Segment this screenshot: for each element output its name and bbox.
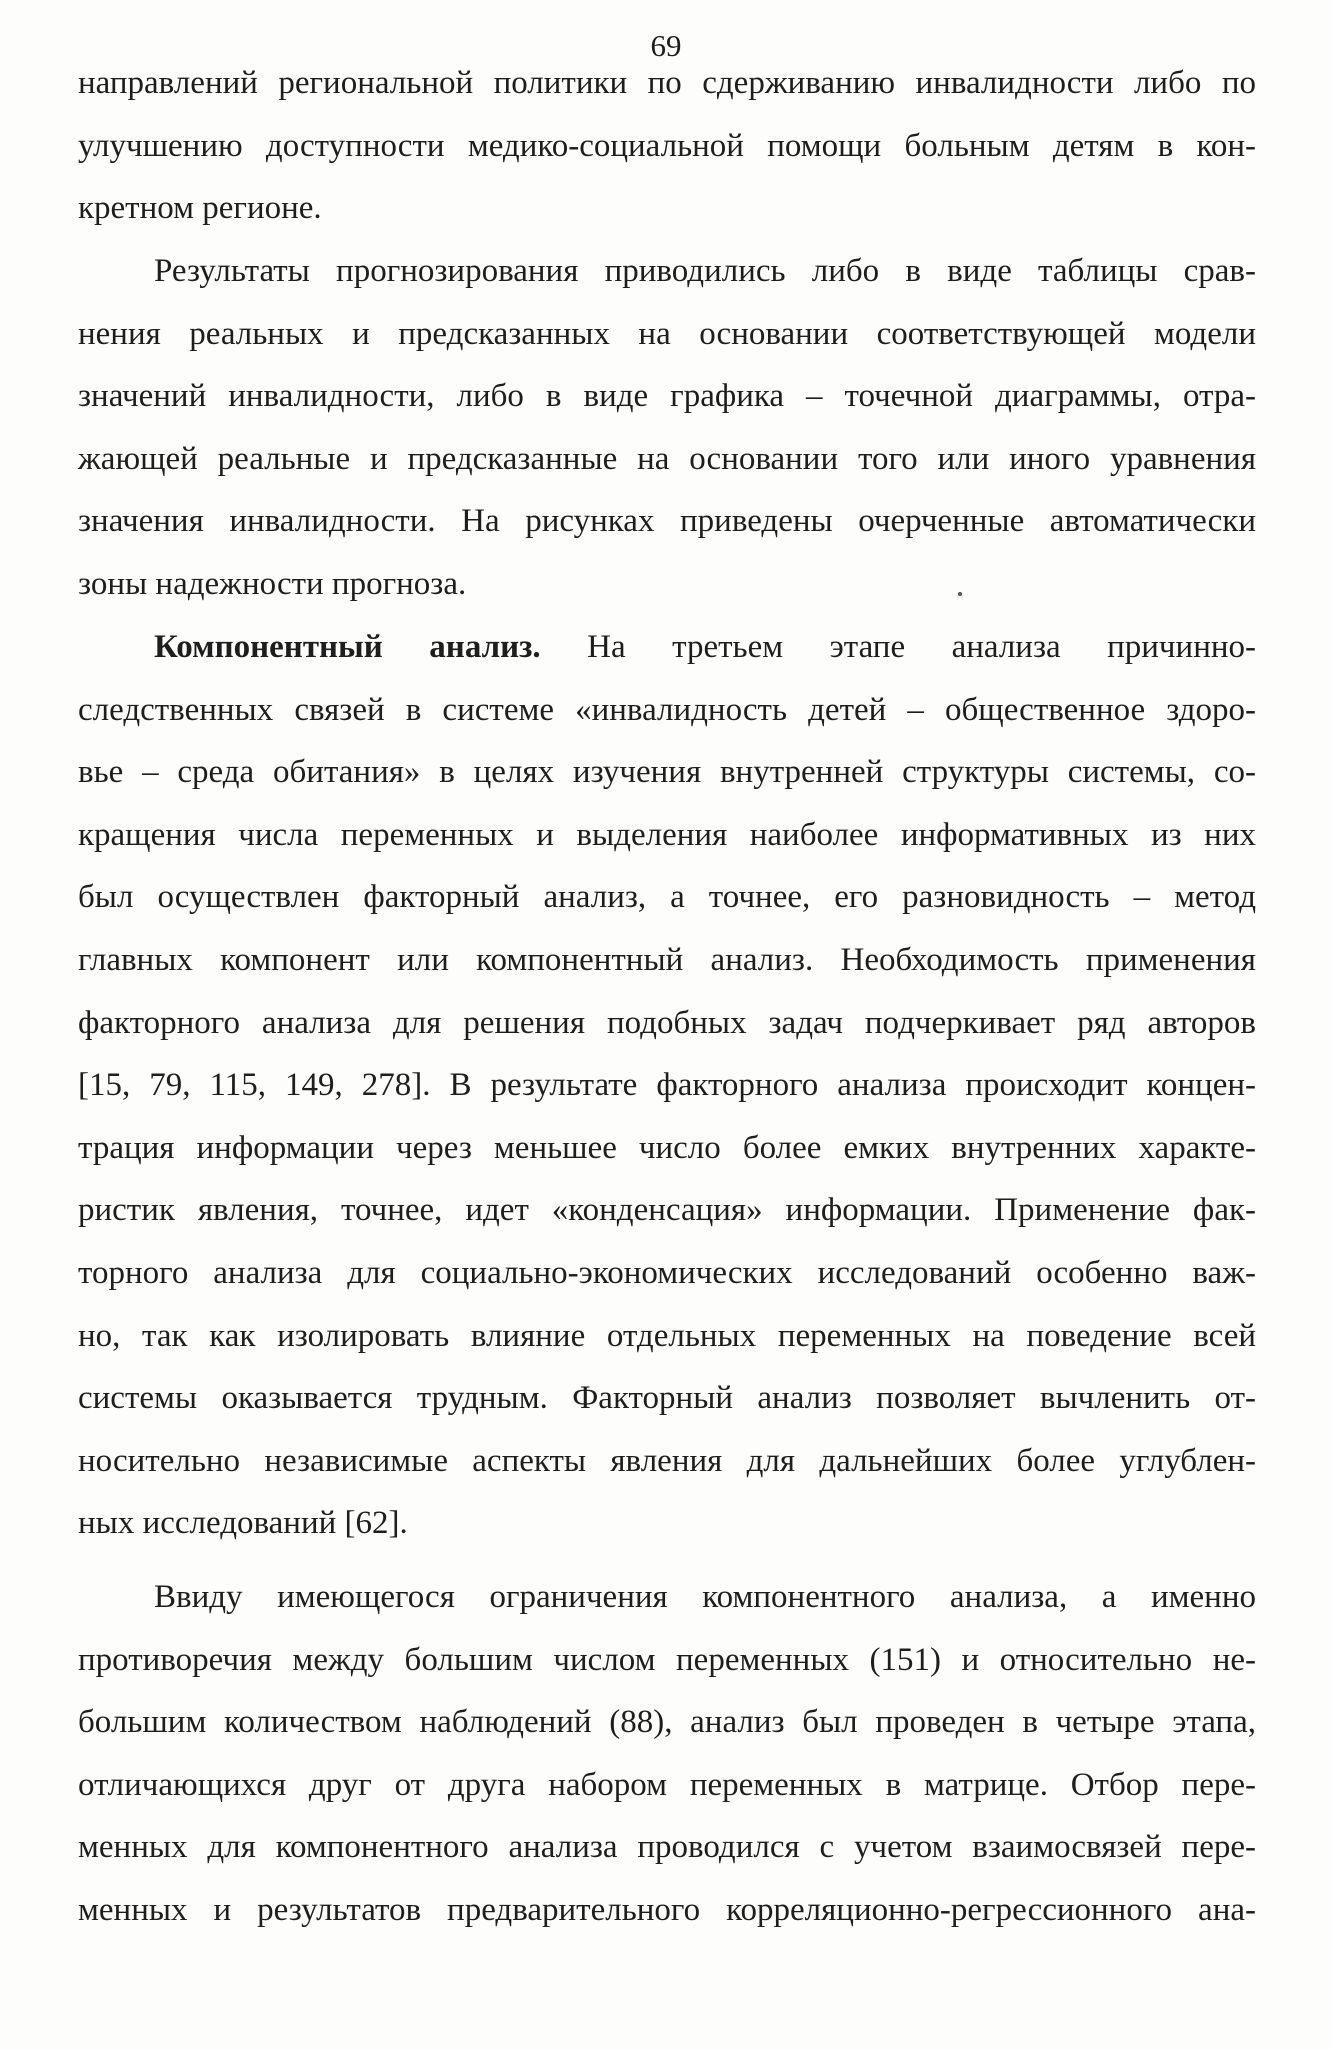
text-line: отличающихся друг от друга набором переменных в матрице. Отбор пере-: [78, 1766, 1256, 1803]
text-line: Результаты прогнозирования приводились либо в виде таблицы срав-: [154, 253, 1256, 289]
text-line-with-heading: [78, 616, 1256, 679]
text-line: зоны надежности прогноза.: [78, 565, 467, 602]
text-line: торного анализа для социально-экономических исследований особенно важ-: [78, 1254, 1256, 1291]
text-line: большим количеством наблюдений (88), анализ был проведен в четыре этапа,: [78, 1704, 1256, 1741]
paragraph-3: [78, 616, 1256, 1555]
text-line: ристик явления, точнее, идет «конденсация» информации. Применение фак-: [78, 1192, 1256, 1229]
text-line: следственных связей в системе «инвалидность детей – общественное здоро-: [78, 691, 1256, 728]
text-line: [15, 79, 115, 149, 278]. В результате факторного анализа происходит концен-: [78, 1067, 1256, 1104]
paragraph-4: [78, 1566, 1256, 1942]
text-line: кращения числа переменных и выделения наиболее информативных из них: [78, 816, 1256, 853]
text-line: ных исследований [62].: [78, 1505, 408, 1542]
text-line: жающей реальные и предсказанные на основании того или иного уравнения: [78, 440, 1256, 477]
text-line: но, так как изолировать влияние отдельных переменных на поведение всей: [78, 1317, 1256, 1354]
text-line: значений инвалидности, либо в виде графика – точечной диаграммы, отра-: [78, 378, 1256, 415]
text-line: противоречия между большим числом переменных (151) и относительно не-: [78, 1641, 1256, 1678]
text-line: вье – среда обитания» в целях изучения внутренней структуры системы, со-: [78, 754, 1256, 791]
section-heading: Компонентный анализ.: [154, 629, 541, 665]
text-line: носительно независимые аспекты явления для дальнейших более углублен-: [78, 1442, 1256, 1479]
text-line: Ввиду имеющегося ограничения компонентного анализа, а именно: [154, 1579, 1256, 1615]
text-run: На третьем этапе анализа причинно-: [587, 629, 1257, 665]
text-line: был осуществлен факторный анализ, а точнее, его разновидность – метод: [78, 879, 1256, 916]
text-line: главных компонент или компонентный анализ. Необходимость применения: [78, 941, 1256, 978]
text-line: системы оказывается трудным. Факторный анализ позволяет вычленить от-: [78, 1380, 1256, 1417]
text-line: менных для компонентного анализа проводился с учетом взаимосвязей пере-: [78, 1829, 1256, 1866]
text-line: значения инвалидности. На рисунках приведены очерченные автоматически: [78, 503, 1256, 540]
text-line: трация информации через меньшее число более емких внутренних характе-: [78, 1129, 1256, 1166]
text-line: факторного анализа для решения подобных задач подчеркивает ряд авторов: [78, 1004, 1256, 1041]
text-line: нения реальных и предсказанных на основании соответствующей модели: [78, 315, 1256, 352]
paragraph-2: [78, 240, 1256, 616]
text-line: улучшению доступности медико-социальной помощи больным детям в кон-: [78, 127, 1256, 164]
text-line: кретном регионе.: [78, 190, 322, 227]
paragraph-1: [78, 52, 1256, 240]
text-line: направлений региональной политики по сдерживанию инвалидности либо по: [78, 65, 1256, 101]
text-line: менных и результатов предварительного корреляционно-регрессионного ана-: [78, 1891, 1256, 1928]
page-number: 69: [650, 28, 682, 63]
